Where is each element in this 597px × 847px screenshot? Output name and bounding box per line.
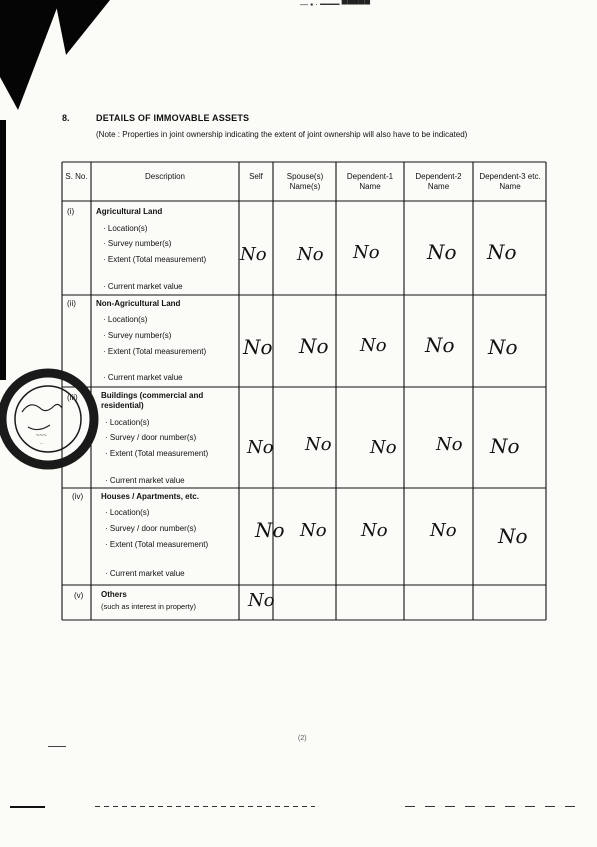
header-sno: S. No. [65,172,88,181]
row-3-item-location: · Location(s) [105,418,150,427]
scan-header-noise: — ▪ · ━━━━ ▀▀▀▀▀ [300,0,370,9]
row-3-self-value: No [247,437,274,458]
row-2-item-survey: · Survey number(s) [103,331,172,340]
header-dependent-3: Dependent-3 etc. Name [479,172,541,191]
row-3-title: Buildings (commercial and residential) [101,391,204,410]
header-spouse: Spouse(s) Name(s) [286,172,324,191]
row-4-self-value: No [255,518,285,542]
footer-rule-2 [95,806,315,807]
header-dependent-2: Dependent-2 Name [415,172,462,191]
header-dependent-1: Dependent-1 Name [346,172,394,191]
row-1-dep1-value: No [353,242,380,263]
row-3-spouse-value: No [305,434,332,455]
row-1-dep3-value: No [487,240,517,264]
row-3-dep1-value: No [370,437,397,458]
row-3-dep2-value: No [436,434,463,455]
row-4-sno: (iv) [72,492,84,501]
row-1-dep2-value: No [427,240,457,264]
row-1-sno: (i) [67,207,75,216]
row-1-item-location: · Location(s) [103,224,148,233]
row-5-sno: (v) [74,591,84,600]
row-1-item-extent: · Extent (Total measurement) [103,255,207,264]
row-5-title: Others [101,590,127,599]
row-5-self-value: No [248,590,275,611]
row-1-item-survey: · Survey number(s) [103,239,172,248]
row-4-item-market-value: · Current market value [105,569,185,578]
row-2-sno: (ii) [67,299,76,308]
svg-text:··: ·· [40,441,44,447]
row-2-dep3-value: No [488,335,518,359]
footer-mark-left [48,746,66,747]
row-1-self-value: No [240,244,267,265]
row-4-spouse-value: No [300,520,327,541]
row-5-subtitle: (such as interest in property) [101,602,197,611]
row-1-spouse-value: No [297,244,324,265]
footer-rule-3 [405,806,585,807]
header-self: Self [249,172,263,181]
section-note: (Note : Properties in joint ownership indicating the extent of joint ownership will also have to be indicated) [96,130,468,139]
section-number: 8. [62,113,70,123]
row-4-item-extent: · Extent (Total measurement) [105,540,209,549]
row-2-item-extent: · Extent (Total measurement) [103,347,207,356]
row-2-title: Non-Agricultural Land [96,299,181,308]
header-description: Description [144,172,185,181]
row-2-self-value: No [243,335,273,359]
row-4-item-survey: · Survey / door number(s) [105,524,197,533]
row-1-title: Agricultural Land [96,207,163,216]
footer-rule-1 [10,806,45,808]
row-4-dep2-value: No [430,520,457,541]
row-4-dep1-value: No [361,520,388,541]
row-2-dep1-value: No [360,335,387,356]
row-3-sno: (iii) [67,393,78,402]
row-4-dep3-value: No [498,524,528,548]
page-number: (2) [298,735,307,742]
row-4-item-location: · Location(s) [105,508,150,517]
row-2-item-market-value: · Current market value [103,373,183,382]
row-2-dep2-value: No [425,333,455,357]
row-3-item-extent: · Extent (Total measurement) [105,449,209,458]
row-1-item-market-value: · Current market value [103,282,183,291]
row-3-item-market-value: · Current market value [105,476,185,485]
row-4-title: Houses / Apartments, etc. [101,492,199,501]
row-3-item-survey: · Survey / door number(s) [105,433,197,442]
row-3-dep3-value: No [490,434,520,458]
svg-text:~~~: ~~~ [36,433,47,439]
row-2-spouse-value: No [299,334,329,358]
official-stamp [0,357,104,480]
section-title: DETAILS OF IMMOVABLE ASSETS [96,113,250,123]
row-2-item-location: · Location(s) [103,315,148,324]
